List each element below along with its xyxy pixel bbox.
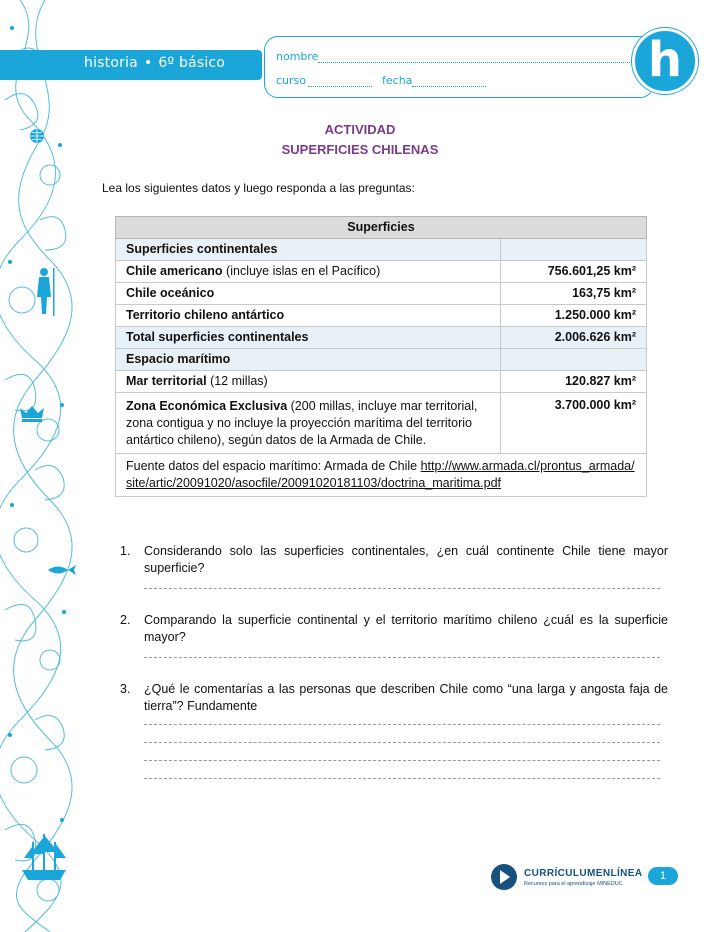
row-label-bold: Territorio chileno antártico <box>126 308 285 322</box>
activity-title: ACTIVIDAD <box>324 122 396 137</box>
table-row <box>116 305 647 327</box>
separator-dot: • <box>143 55 153 71</box>
table-row <box>116 261 647 283</box>
row-label-note: (incluye islas en el Pacífico) <box>222 264 381 278</box>
decorative-swirl-border <box>0 0 78 932</box>
crown-icon <box>20 406 44 422</box>
section-label-continental: Superficies continentales <box>116 239 501 261</box>
row-value: 120.827 km² <box>501 371 647 393</box>
answer-line[interactable] <box>144 657 660 658</box>
source-text: Fuente datos del espacio marítimo: Armada de Chile <box>126 459 421 473</box>
source-row <box>116 454 647 497</box>
nombre-label: nombre <box>276 50 319 63</box>
curriculum-logo-icon <box>491 864 517 890</box>
answer-line[interactable] <box>144 760 660 761</box>
subject-grade-label <box>84 55 225 71</box>
nombre-field[interactable] <box>318 62 640 63</box>
answer-line[interactable] <box>144 724 660 725</box>
row-label-bold: Mar territorial <box>126 374 207 388</box>
question-number: 3. <box>120 682 131 696</box>
answer-line[interactable] <box>144 742 660 743</box>
footer-brand: CURRÍCULUMENLÍNEA <box>524 868 643 879</box>
superficies-table <box>115 216 647 497</box>
row-label-bold: Chile americano <box>126 264 223 278</box>
answer-line[interactable] <box>144 778 660 779</box>
question-text: Comparando la superficie continental y el territorio marítimo chileno ¿cuál es la superficie mayor? <box>144 613 668 644</box>
total-row <box>116 327 647 349</box>
fecha-field[interactable] <box>412 86 486 87</box>
total-value: 2.006.626 km² <box>501 327 647 349</box>
question-text: ¿Qué le comentarías a las personas que describen Chile como “una larga y angosta faja de tierra”? Fundamente <box>144 682 668 713</box>
page-number-badge: 1 <box>648 867 678 885</box>
table-row <box>116 283 647 305</box>
row-label-note: (12 millas) <box>206 374 268 388</box>
table-header-row <box>116 217 647 239</box>
student-info-box <box>264 36 654 98</box>
question-text: Considerando solo las superficies continentales, ¿en cuál continente Chile tiene mayor superficie? <box>144 544 668 575</box>
table-row <box>116 371 647 393</box>
row-value: 1.250.000 km² <box>501 305 647 327</box>
row-value: 756.601,25 km² <box>501 261 647 283</box>
table-row <box>116 393 647 454</box>
ship-icon <box>22 834 66 880</box>
question-number: 1. <box>120 544 131 558</box>
curso-field[interactable] <box>308 86 372 87</box>
instruction-text: Lea los siguientes datos y luego responda a las preguntas: <box>102 181 415 195</box>
question-number: 2. <box>120 613 131 627</box>
fecha-label: fecha <box>382 74 413 87</box>
table-header: Superficies <box>116 217 647 239</box>
subject-label: historia <box>84 55 138 71</box>
section-row-continental <box>116 239 647 261</box>
curso-label: curso <box>276 74 307 87</box>
row-label-bold: Zona Económica Exclusiva <box>126 399 288 413</box>
row-value: 3.700.000 km² <box>501 393 647 454</box>
footer-tagline: Recursos para el aprendizaje MINEDUC <box>524 881 623 887</box>
total-label: Total superficies continentales <box>116 327 501 349</box>
row-label-bold: Chile oceánico <box>126 286 215 300</box>
section-row-maritime <box>116 349 647 371</box>
fish-icon <box>48 565 76 575</box>
explorer-figure-icon <box>37 268 55 316</box>
row-label-note: (200 millas, incluye mar territorial, zona contigua y no incluye la proyección marítima del territorio antártico chileno), según datos de la Armada de Chile. <box>126 399 478 447</box>
activity-subtitle: SUPERFICIES CHILENAS <box>281 142 439 157</box>
source-link[interactable]: http://www.armada.cl/prontus_armada/site/artic/20091020/asocfile/20091020181103/doctrina_maritima.pdf <box>126 459 635 490</box>
row-value: 163,75 km² <box>501 283 647 305</box>
answer-line[interactable] <box>144 588 660 589</box>
section-label-maritime: Espacio marítimo <box>116 349 501 371</box>
h-logo-icon: h <box>632 28 698 94</box>
grade-label: 6º básico <box>158 55 226 71</box>
